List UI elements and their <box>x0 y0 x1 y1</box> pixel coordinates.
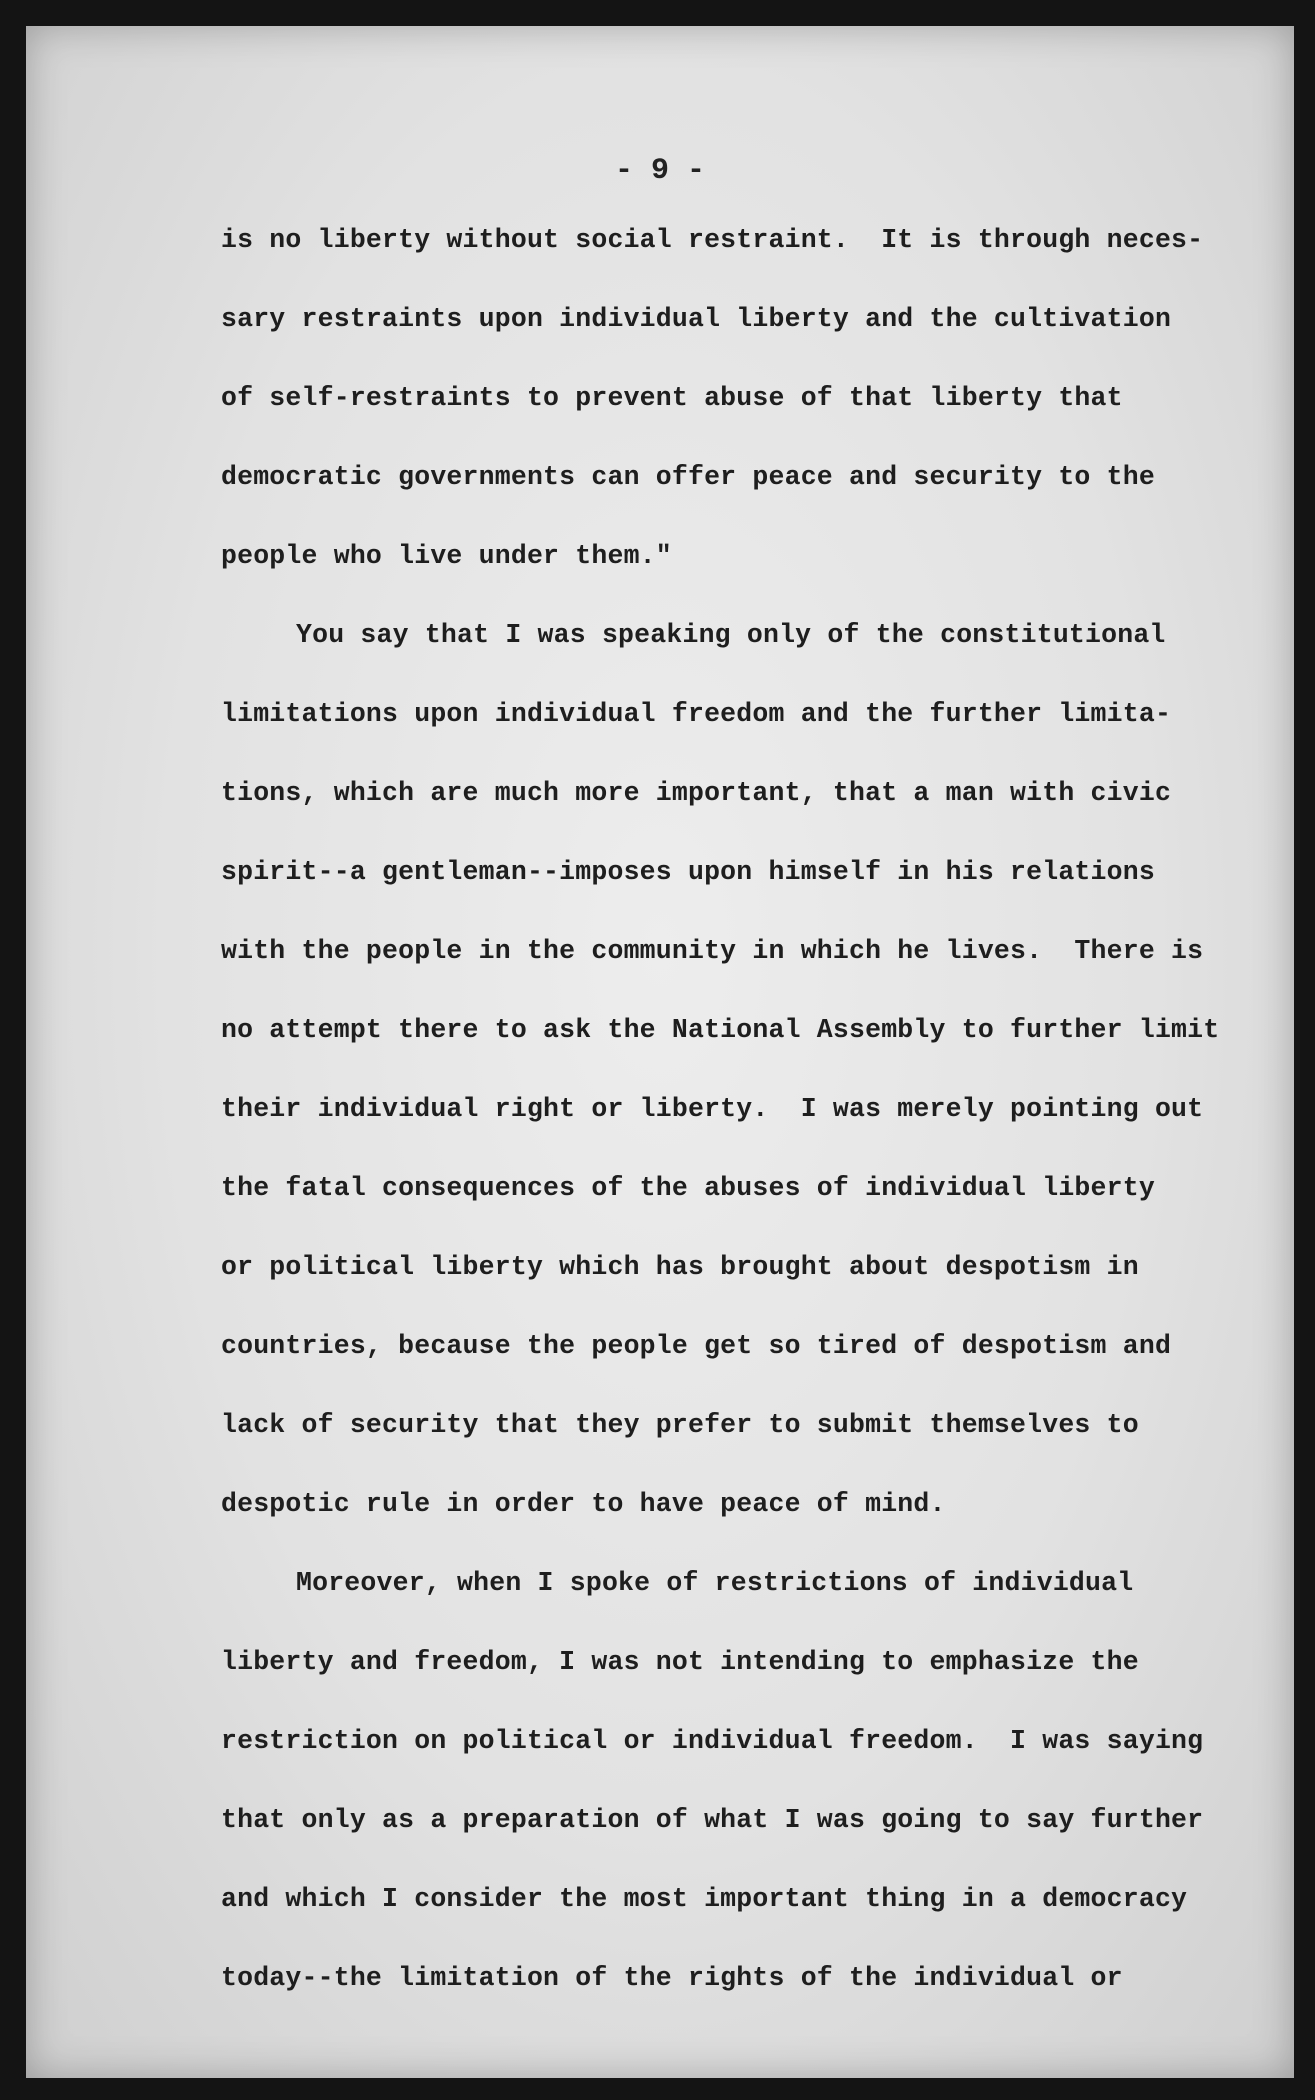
text-line: sary restraints upon individual liberty and the cultivation <box>221 304 1172 334</box>
text-line: democratic governments can offer peace and security to the <box>221 462 1155 492</box>
text-line: people who live under them." <box>221 541 672 571</box>
text-line: spirit--a gentleman--imposes upon himself in his relations <box>221 857 1155 887</box>
text-line: the fatal consequences of the abuses of individual liberty <box>221 1173 1155 1203</box>
text-line: tions, which are much more important, that a man with civic <box>221 778 1172 808</box>
text-line: despotic rule in order to have peace of mind. <box>221 1489 946 1519</box>
page-number: - 9 - <box>614 154 705 188</box>
text-line: limitations upon individual freedom and the further limita- <box>221 699 1172 729</box>
text-line: or political liberty which has brought about despotism in <box>221 1252 1139 1282</box>
text-line: with the people in the community in which he lives. There is <box>221 936 1204 966</box>
text-line: You say that I was speaking only of the constitutional <box>296 620 1166 650</box>
text-line: Moreover, when I spoke of restrictions of individual <box>296 1568 1134 1598</box>
text-line: of self-restraints to prevent abuse of that liberty that <box>221 383 1123 413</box>
paragraph-2 <box>221 617 1261 1565</box>
paragraph-1 <box>221 222 1261 617</box>
text-line: is no liberty without social restraint. It is through neces- <box>221 225 1204 255</box>
paragraph-3 <box>221 1565 1261 2039</box>
text-line: liberty and freedom, I was not intending to emphasize the <box>221 1647 1139 1677</box>
body-text <box>221 222 1261 2039</box>
text-line: and which I consider the most important thing in a democracy <box>221 1884 1188 1914</box>
text-line: today--the limitation of the rights of the individual or <box>221 1963 1123 1993</box>
text-line: that only as a preparation of what I was going to say further <box>221 1805 1204 1835</box>
text-line: their individual right or liberty. I was merely pointing out <box>221 1094 1204 1124</box>
text-line: no attempt there to ask the National Assembly to further limit <box>221 1015 1220 1045</box>
text-line: lack of security that they prefer to submit themselves to <box>221 1410 1139 1440</box>
document-page <box>26 26 1294 2078</box>
text-line: restriction on political or individual freedom. I was saying <box>221 1726 1204 1756</box>
text-line: countries, because the people get so tired of despotism and <box>221 1331 1172 1361</box>
